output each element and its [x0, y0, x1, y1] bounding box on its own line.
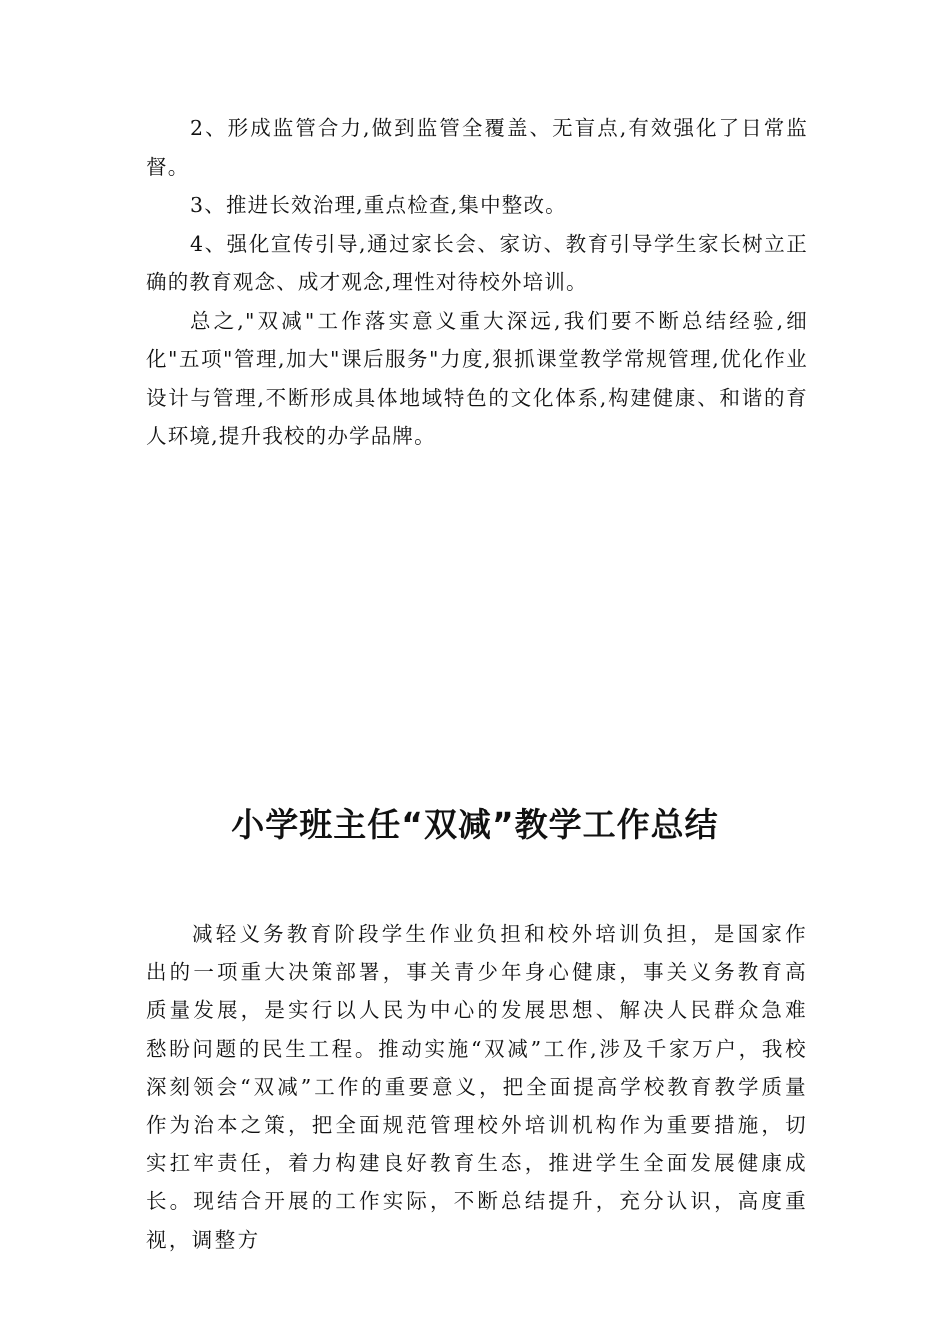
- paragraph-publicity: 4、强化宣传引导,通过家长会、家访、教育引导学生家长树立正确的教育观念、成才观念,理性对待校外培训。: [146, 231, 808, 294]
- paragraph-supervision: 2、形成监管合力,做到监管全覆盖、无盲点,有效强化了日常监督。: [146, 116, 808, 179]
- section-title: 小学班主任“双减”教学工作总结: [231, 805, 719, 844]
- top-text-block: [146, 109, 808, 456]
- bottom-text-block: [146, 915, 808, 1259]
- paragraph-conclusion: 总之,"双减"工作落实意义重大深远,我们要不断总结经验,细化"五项"管理,加大"课后服务"力度,狠抓课堂教学常规管理,优化作业设计与管理,不断形成具体地域特色的文化体系,构建健康、和谐的育人环境,提升我校的办学品牌。: [146, 308, 808, 448]
- paragraph-governance: 3、推进长效治理,重点检查,集中整改。: [190, 193, 567, 217]
- paragraph-introduction: 减轻义务教育阶段学生作业负担和校外培训负担，是国家作出的一项重大决策部署，事关青少年身心健康，事关义务教育高质量发展，是实行以人民为中心的发展思想、解决人民群众急难愁盼问题的民生工程。推动实施“双减”工作,涉及千家万户，我校深刻领会“双减”工作的重要意义，把全面提高学校教育教学质量作为治本之策，把全面规范管理校外培训机构作为重要措施，切实扛牢责任，着力构建良好教育生态，推进学生全面发展健康成长。现结合开展的工作实际，不断总结提升，充分认识，高度重视，调整方: [146, 922, 808, 1252]
